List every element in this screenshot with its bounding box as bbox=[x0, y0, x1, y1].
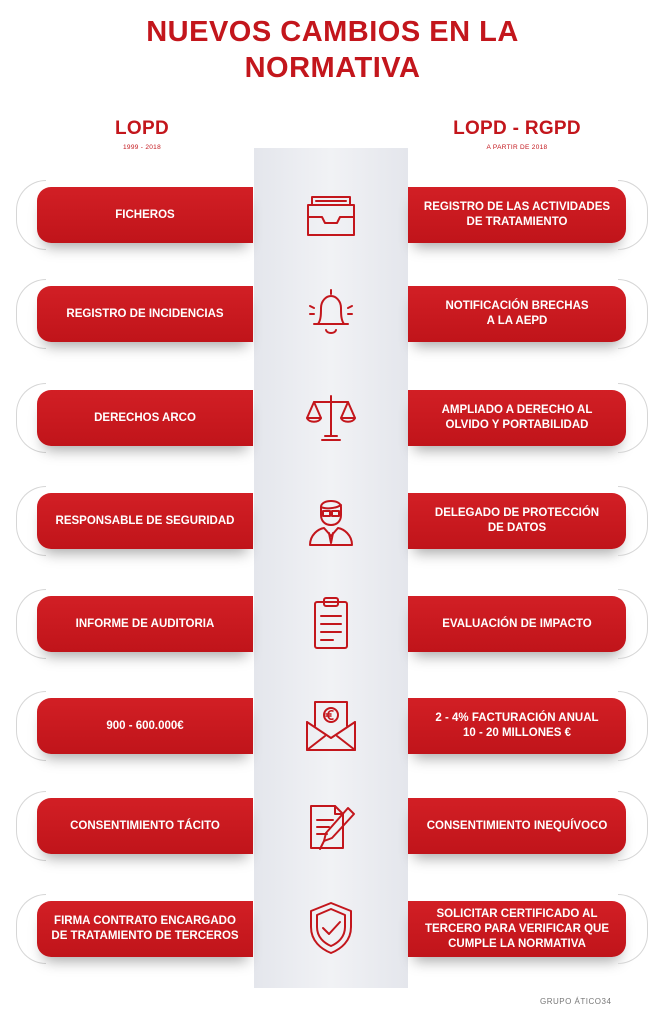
comparison-row bbox=[0, 279, 665, 349]
comparison-row bbox=[0, 180, 665, 250]
lopd-item: RESPONSABLE DE SEGURIDAD bbox=[37, 493, 253, 549]
rgpd-item: 2 - 4% FACTURACIÓN ANUAL 10 - 20 MILLONES € bbox=[408, 698, 626, 754]
comparison-row bbox=[0, 691, 665, 761]
right-curve-decoration bbox=[618, 279, 648, 349]
rgpd-item: AMPLIADO A DERECHO AL OLVIDO Y PORTABILIDAD bbox=[408, 390, 626, 446]
rgpd-item: EVALUACIÓN DE IMPACTO bbox=[408, 596, 626, 652]
comparison-row bbox=[0, 486, 665, 556]
rgpd-item: REGISTRO DE LAS ACTIVIDADES DE TRATAMIENTO bbox=[408, 187, 626, 243]
right-curve-decoration bbox=[618, 894, 648, 964]
rgpd-item: CONSENTIMIENTO INEQUÍVOCO bbox=[408, 798, 626, 854]
left-column-subheading: 1999 - 2018 bbox=[123, 144, 161, 151]
inbox-tray-icon bbox=[298, 185, 364, 245]
comparison-row bbox=[0, 383, 665, 453]
right-curve-decoration bbox=[618, 589, 648, 659]
rgpd-item: DELEGADO DE PROTECCIÓN DE DATOS bbox=[408, 493, 626, 549]
rgpd-item: SOLICITAR CERTIFICADO AL TERCERO PARA VERIFICAR QUE CUMPLE LA NORMATIVA bbox=[408, 901, 626, 957]
lopd-item: FICHEROS bbox=[37, 187, 253, 243]
comparison-row bbox=[0, 589, 665, 659]
lopd-item: REGISTRO DE INCIDENCIAS bbox=[37, 286, 253, 342]
comparison-row bbox=[0, 894, 665, 964]
comparison-row bbox=[0, 791, 665, 861]
bell-icon bbox=[298, 284, 364, 344]
right-curve-decoration bbox=[618, 486, 648, 556]
lopd-item: DERECHOS ARCO bbox=[37, 390, 253, 446]
lopd-item: 900 - 600.000€ bbox=[37, 698, 253, 754]
lopd-item: FIRMA CONTRATO ENCARGADO DE TRATAMIENTO DE TERCEROS bbox=[37, 901, 253, 957]
scales-icon bbox=[298, 388, 364, 448]
lopd-item: INFORME DE AUDITORIA bbox=[37, 596, 253, 652]
right-curve-decoration bbox=[618, 791, 648, 861]
center-band bbox=[254, 148, 408, 988]
person-tie-icon bbox=[298, 491, 364, 551]
rgpd-item: NOTIFICACIÓN BRECHAS A LA AEPD bbox=[408, 286, 626, 342]
clipboard-icon bbox=[298, 594, 364, 654]
right-curve-decoration bbox=[618, 383, 648, 453]
right-curve-decoration bbox=[618, 180, 648, 250]
right-column-heading: LOPD - RGPD bbox=[453, 118, 581, 139]
right-curve-decoration bbox=[618, 691, 648, 761]
footer-brand: GRUPO ÁTICO34 bbox=[540, 997, 612, 1006]
left-column-heading: LOPD bbox=[115, 118, 169, 139]
document-pen-icon bbox=[298, 796, 364, 856]
title-line-1: NUEVOS CAMBIOS EN LA bbox=[146, 16, 519, 48]
title-line-2: NORMATIVA bbox=[244, 52, 421, 84]
shield-check-icon bbox=[298, 899, 364, 959]
right-column-subheading: A PARTIR DE 2018 bbox=[486, 144, 548, 151]
euro-envelope-icon bbox=[298, 696, 364, 756]
page-title bbox=[0, 14, 665, 86]
lopd-item: CONSENTIMIENTO TÁCITO bbox=[37, 798, 253, 854]
